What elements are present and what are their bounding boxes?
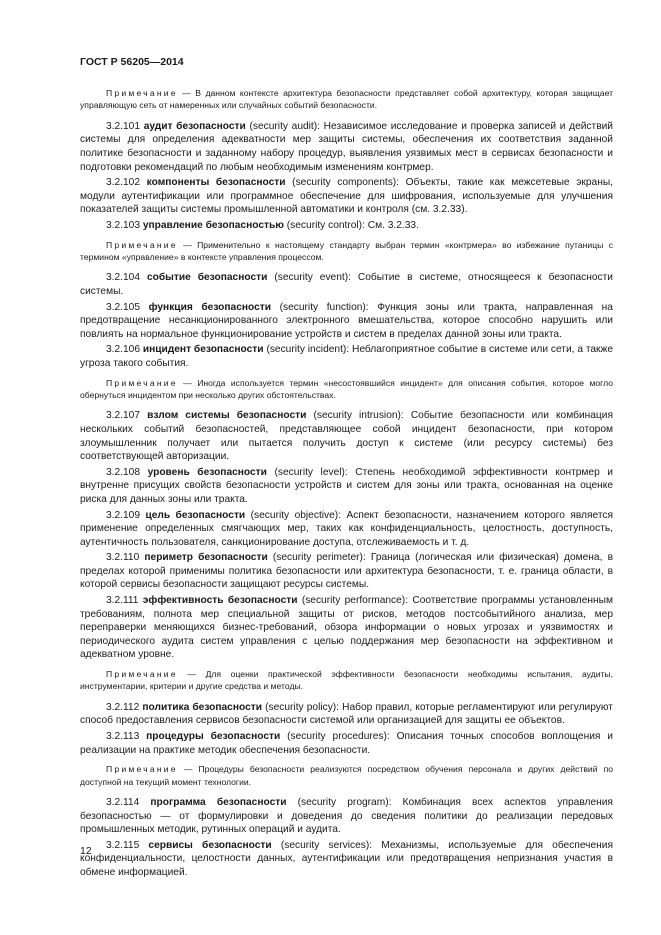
entry-number: 3.2.115 bbox=[106, 839, 140, 851]
entry-number: 3.2.111 bbox=[106, 595, 139, 607]
entry-term: аудит безопасности bbox=[143, 120, 246, 132]
note: Примечание — Иногда используется термин «несостоявшийся инцидент» для описания события, которое могло обернуться инцидентом при несколько других обстоятельствах. bbox=[80, 377, 613, 400]
term-entry bbox=[80, 271, 613, 298]
entry-term: программа безопасности bbox=[150, 797, 287, 809]
entry-term: сервисы безопасности bbox=[148, 839, 272, 851]
document-body bbox=[80, 87, 613, 880]
note-label: Примечание bbox=[106, 88, 178, 98]
note: Примечание — Применительно к настоящему стандарту выбран термин «контрмера» во избежание путаницы с термином «управление» в контексте управления процессом. bbox=[80, 239, 613, 262]
entry-number: 3.2.110 bbox=[106, 552, 140, 564]
entry-definition: (security level): Степень необходимой эффективности контрмер и внутренне присущих свойств безопасности устройств и систем для зоны или тракта, основанная на оценке риска для данных зоны или тракта. bbox=[80, 466, 613, 505]
term-entry bbox=[80, 120, 613, 174]
entry-number: 3.2.107 bbox=[106, 410, 140, 422]
entry-term: инцидент безопасности bbox=[142, 344, 264, 356]
entry-number: 3.2.114 bbox=[106, 797, 140, 809]
entry-number: 3.2.108 bbox=[106, 466, 140, 478]
entry-term: эффективность безопасности bbox=[142, 595, 298, 607]
entry-definition: (security components): Объекты, такие как межсетевые экраны, модули аутентификации или программное обеспечение для шифрования, используемые для улучшения показателей защиты системы промышленной автоматики и контроля (см. 3.2.33). bbox=[80, 177, 613, 216]
entry-definition: (security perimeter): Граница (логическая или физическая) домена, в пределах которой применимы политика безопасности или архитектура безопасности, т. е. граница области, в которой сервисы безопасности защищают ресурсы системы. bbox=[80, 552, 613, 591]
note-text: Процедуры безопасности реализуются посредством обучения персонала и других действий по доступной на текущий момент технологии. bbox=[80, 764, 614, 787]
entry-term: функция безопасности bbox=[148, 301, 272, 313]
entry-definition: (security services): Механизмы, используемые для обеспечения конфиденциальности, целостности данных, аутентификации или предотвращения непризнания участия в обмене информацией. bbox=[80, 839, 613, 878]
note: Примечание — Для оценки практической эффективности безопасности необходимы испытания, аудиты, инструментарии, критерии и другие средства и методы. bbox=[80, 669, 613, 692]
note-text: Применительно к настоящему стандарту выбран термин «контрмера» во избежание путаницы с термином «управление» в контексте управления процессом. bbox=[80, 239, 613, 262]
note-text: Для оценки практической эффективности безопасности необходимы испытания, аудиты, инструментарии, критерии и другие средства и методы. bbox=[80, 669, 613, 692]
entry-number: 3.2.105 bbox=[106, 301, 140, 313]
page-number: 12 bbox=[80, 845, 92, 857]
entry-term: компоненты безопасности bbox=[146, 177, 286, 189]
entry-number: 3.2.102 bbox=[106, 177, 140, 189]
entry-term: уровень безопасности bbox=[147, 466, 267, 478]
term-entry bbox=[80, 839, 613, 880]
note-text: В данном контексте архитектура безопасности представляет собой архитектуру, которая защищает управляющую сеть от намеренных или случайных событий безопасности. bbox=[80, 88, 614, 111]
term-entry bbox=[80, 730, 613, 757]
entry-number: 3.2.103 bbox=[106, 219, 140, 231]
term-entry bbox=[80, 176, 613, 217]
note-label: Примечание bbox=[106, 764, 178, 775]
document-header: ГОСТ Р 56205—2014 bbox=[80, 56, 184, 68]
note: Примечание — Процедуры безопасности реализуются посредством обучения персонала и других действий по доступной на текущий момент технологии. bbox=[80, 764, 614, 787]
entry-term: периметр безопасности bbox=[144, 552, 268, 564]
entry-term: политика безопасности bbox=[142, 701, 262, 713]
entry-definition: (security performance): Соответствие программы установленным требованиям, полнота мер специальной защиты от рисков, методов постсобытийного анализа, мер переправерки меняющихся бизнес-требований, обзора информации о новых угрозах и уязвимостях и периодического аудита систем управления с целью поддержания мер безопасности на эффективном и адекватном уровне. bbox=[80, 595, 613, 661]
term-entry bbox=[80, 701, 613, 728]
entry-definition: (security incident): Неблагоприятное событие в системе или сети, а также угроза такого события. bbox=[80, 344, 613, 369]
note-text: Иногда используется термин «несостоявшийся инцидент» для описания события, которое могло обернуться инцидентом при несколько других обстоятельствах. bbox=[80, 377, 613, 400]
entry-definition: (security program): Комбинация всех аспектов управления безопасностью — от формулировки и доведения до сведения политики до реализации передовых промышленных методик, рутинных операций и аудита. bbox=[80, 797, 613, 836]
note: Примечание — В данном контексте архитектура безопасности представляет собой архитектуру, которая защищает управляющую сеть от намеренных или случайных событий безопасности. bbox=[80, 88, 614, 111]
entry-definition: (security event): Событие в системе, относящееся к безопасности системы. bbox=[80, 272, 613, 297]
entry-definition: (security function): Функция зоны или тракта, направленная на предотвращение несанкционированного электронного вмешательства, которое способно нарушить или повлиять на нормальное функционирование устройств и систем в пределах данной зоны или тракта. bbox=[80, 301, 613, 340]
entry-number: 3.2.109 bbox=[106, 509, 140, 521]
term-entry bbox=[80, 509, 613, 550]
entry-term: процедуры безопасности bbox=[146, 731, 281, 743]
note-label: Примечание bbox=[106, 239, 178, 250]
entry-number: 3.2.106 bbox=[106, 344, 140, 356]
entry-term: событие безопасности bbox=[146, 272, 268, 284]
entry-term: управление безопасностью bbox=[142, 219, 284, 231]
term-entry bbox=[80, 466, 613, 507]
entry-definition: (security policy): Набор правил, которые регламентируют или регулируют способ предоставления сервисов безопасности системой или организацией для защиты ее объектов. bbox=[80, 701, 613, 727]
note-label: Примечание bbox=[106, 377, 178, 388]
entry-number: 3.2.101 bbox=[106, 120, 140, 132]
entry-definition: (security intrusion): Событие безопасности или комбинация нескольких событий безопасностей, представляющее собой инцидент безопасности, при котором злоумышленник получает или пытается получить доступ к системе (или ресурсу системы) без соответствующей авторизации. bbox=[80, 410, 613, 463]
entry-definition: (security control): См. 3.2.33. bbox=[286, 219, 419, 231]
entry-definition: (security objective): Аспект безопасности, назначением которого является применение определенных смягчающих мер, таких как конфиденциальность, целостность, доступность, аутентичность пользователя, санкционирование доступа, отслеживаемость и т. д. bbox=[80, 509, 613, 548]
term-entry bbox=[80, 409, 613, 463]
entry-term: цель безопасности bbox=[145, 509, 246, 521]
entry-term: взлом системы безопасности bbox=[147, 410, 307, 422]
term-entry bbox=[80, 343, 613, 370]
term-entry bbox=[80, 551, 613, 592]
note-label: Примечание bbox=[106, 669, 178, 680]
term-entry bbox=[80, 796, 613, 837]
entry-number: 3.2.104 bbox=[106, 272, 140, 284]
entry-number: 3.2.112 bbox=[106, 701, 140, 713]
term-entry bbox=[80, 219, 613, 233]
term-entry bbox=[80, 594, 613, 662]
entry-number: 3.2.113 bbox=[106, 731, 140, 743]
entry-definition: (security audit): Независимое исследование и проверка записей и действий системы для определения адекватности мер защиты системы, обеспечения их соответствия заданной политике безопасности и заданному набору процедур, выявления уязвимых мест в сервисах безопасности и подготовки рекомендаций по любым необходимым изменениям контрмер. bbox=[80, 120, 613, 173]
entry-definition: (security procedures): Описания точных способов воплощения и реализации на практике методик обеспечения безопасности. bbox=[80, 731, 613, 756]
term-entry bbox=[80, 301, 613, 342]
